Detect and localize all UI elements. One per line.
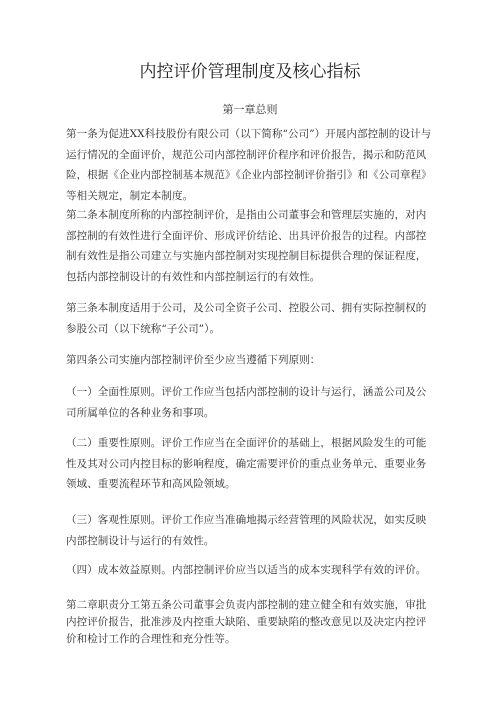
principle-4-paragraph: （四）成本效益原则。内部控制评价应当以适当的成本实现科学有效的评价。 <box>66 564 427 576</box>
chapter-heading: 第一章总则 <box>222 103 278 116</box>
article-4-paragraph: 第四条公司实施内部控制评价至少应当遵循下列原则： <box>66 354 321 366</box>
article-2-paragraph: 第二条本制度所称的内部控制评价，是指由公司董事会和管理层实施的，对内部控制的有效性进行全面评价、形成评价结论、出具评价报告的过程。内部控制有效性是指公司建立与实施内部控制对实现控制目标提供合理的保证程度，包括内部控制设计的有效性和内部控制运行的有效性。 <box>66 209 427 283</box>
chapter-2-article-5-paragraph: 第二章职责分工第五条公司董事会负责内部控制的建立健全和有效实施，审批内控评价报告，批准涉及内控重大缺陷、重要缺陷的整改意见以及决定内控评价和检讨工作的合理性和充分性等。 <box>66 599 427 645</box>
article-3-paragraph: 第三条本制度适用于公司，及公司全资子公司、控股公司、拥有实际控制权的参股公司（以下统称“子公司”）。 <box>66 302 427 335</box>
principle-1-paragraph: （一）全面性原则。评价工作应当包括内部控制的设计与运行，涵盖公司及公司所属单位的各种业务和事项。 <box>66 386 427 419</box>
document-title: 内控评价管理制度及核心指标 <box>139 62 361 82</box>
principle-2-paragraph: （二）重要性原则。评价工作应当在全面评价的基础上，根据风险发生的可能性及其对公司内控目标的影响程度，确定需要评价的重点业务单元、重要业务领域、重要流程环节和高风险领域。 <box>66 437 427 490</box>
article-1-paragraph: 第一条为促进XX科技股份有限公司（以下简称“公司”）开展内部控制的设计与运行情况的全面评价，规范公司内部控制评价程序和评价报告，揭示和防范风险，根据《企业内部控制基本规范》《企业内部控制评价指引》和《公司章程》等相关规定，制定本制度。 <box>66 128 432 202</box>
principle-3-paragraph: （三）客观性原则。评价工作应当准确地揭示经营管理的风险状况，如实反映内部控制设计与运行的有效性。 <box>66 514 427 547</box>
